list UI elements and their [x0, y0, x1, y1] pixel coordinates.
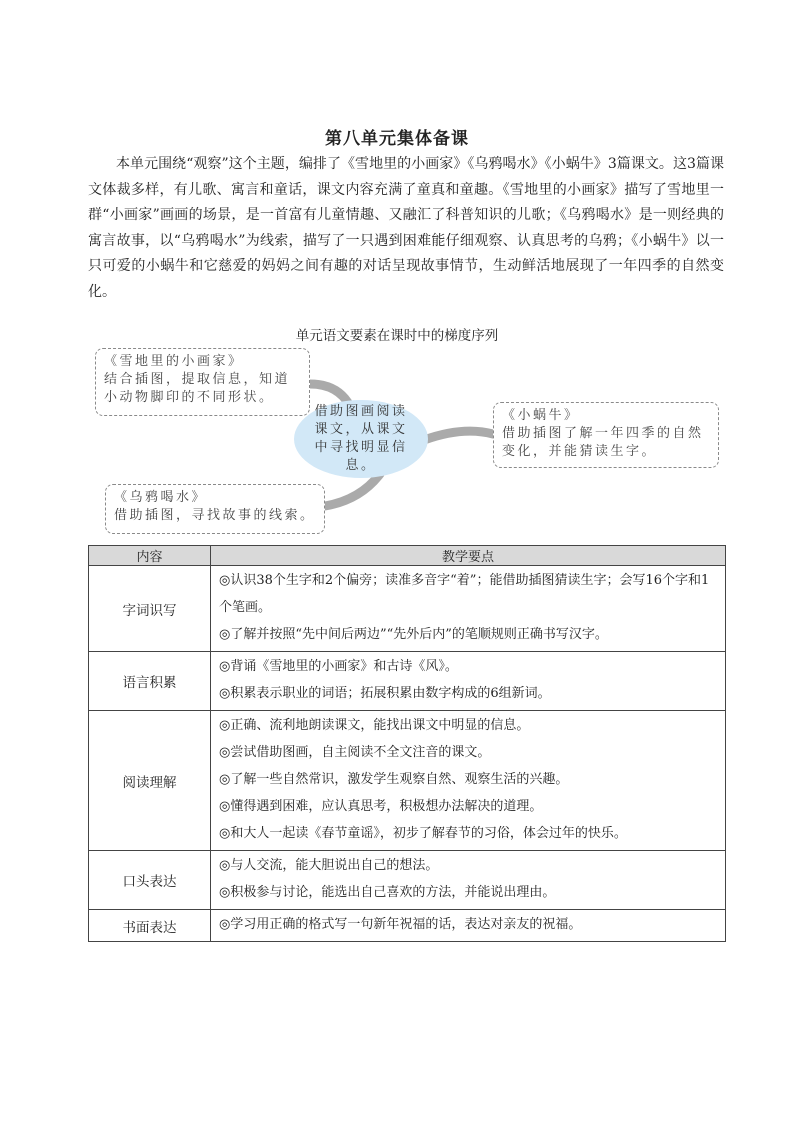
- intro-text: 本单元围绕“观察”这个主题，编排了《雪地里的小画家》《乌鸦喝水》《小蜗牛》3篇课文。这3篇课文体裁多样，有儿歌、寓言和童话，课文内容充满了童真和童趣。《雪地里的小画家》描写了雪地里一群“小画家”画画的场景，是一首富有儿童情趣、又融汇了科普知识的儿歌；《乌鸦喝水》是一则经典的寓言故事，以“乌鸦喝水”为线索，描写了一只遇到困难能仔细观察、认真思考的乌鸦；《小蜗牛》以一只可爱的小蜗牛和它慈爱的妈妈之间有趣的对话呈现故事情节，生动鲜活地展现了一年四季的自然变化。: [88, 156, 724, 300]
- header-content: 内容: [89, 546, 211, 566]
- points-cell: [211, 566, 726, 652]
- table-row: [89, 851, 726, 910]
- table-row: [89, 652, 726, 711]
- category-cell: 语言积累: [89, 652, 211, 711]
- teaching-point: ◎了解一些自然常识，激发学生观察自然、观察生活的兴趣。: [219, 772, 569, 787]
- lesson-box-text: 借助插图，寻找故事的线索。: [114, 508, 316, 523]
- teaching-points-table: [88, 545, 726, 942]
- teaching-point: ◎正确、流利地朗读课文，能找出课文中明显的信息。: [219, 718, 530, 733]
- teaching-point: ◎认识38个生字和2个偏旁；读准多音字“着”；能借助插图猜读生字；会写16个字和1个笔画。: [219, 573, 710, 615]
- center-node-text: 借助图画阅读课文，从课文中寻找明显信息。: [314, 404, 408, 473]
- lesson-box-title: 《雪地里的小画家》: [104, 354, 244, 369]
- lesson-box-snow-painter: [95, 348, 310, 416]
- teaching-point: ◎学习用正确的格式写一句新年祝福的话，表达对亲友的祝福。: [219, 917, 582, 932]
- table-row: [89, 910, 726, 942]
- teaching-point: ◎了解并按照“先中间后两边”“先外后内”的笔顺规则正确书写汉字。: [219, 627, 608, 642]
- teaching-point: ◎积极参与讨论，能选出自己喜欢的方法，并能说出理由。: [219, 885, 556, 900]
- lesson-box-title: 《小蜗牛》: [502, 408, 580, 423]
- table-header-row: [89, 546, 726, 566]
- center-node: [294, 400, 428, 478]
- category-cell: 阅读理解: [89, 711, 211, 851]
- lesson-box-text: 借助插图了解一年四季的自然变化，并能猜读生字。: [502, 426, 704, 459]
- category-cell: 书面表达: [89, 910, 211, 942]
- teaching-point: ◎懂得遇到困难，应认真思考，积极想办法解决的道理。: [219, 799, 543, 814]
- lesson-box-title: 《乌鸦喝水》: [114, 490, 208, 505]
- table-row: [89, 566, 726, 652]
- points-cell: [211, 851, 726, 910]
- mind-map: [88, 340, 728, 540]
- points-cell: [211, 652, 726, 711]
- lesson-box-crow-drinks-water: [105, 484, 325, 534]
- lesson-box-little-snail: [493, 402, 719, 468]
- page-title: 第八单元集体备课: [325, 129, 469, 149]
- points-cell: [211, 711, 726, 851]
- intro-paragraph: [88, 152, 724, 305]
- teaching-point: ◎积累表示职业的词语；拓展积累由数字构成的6组新词。: [219, 686, 551, 701]
- teaching-point: ◎与人交流，能大胆说出自己的想法。: [219, 858, 439, 873]
- category-cell: 口头表达: [89, 851, 211, 910]
- teaching-point: ◎背诵《雪地里的小画家》和古诗《风》。: [219, 659, 458, 674]
- lesson-box-text: 结合插图，提取信息，知道小动物脚印的不同形状。: [104, 372, 291, 405]
- diagram-title: 单元语文要素在课时中的梯度序列: [295, 328, 499, 344]
- teaching-point: ◎和大人一起读《春节童谣》，初步了解春节的习俗，体会过年的快乐。: [219, 826, 627, 841]
- teaching-point: ◎尝试借助图画，自主阅读不全文注音的课文。: [219, 745, 491, 760]
- category-cell: 字词识写: [89, 566, 211, 652]
- header-teaching-points: 教学要点: [211, 546, 726, 566]
- table-row: [89, 711, 726, 851]
- points-cell: [211, 910, 726, 942]
